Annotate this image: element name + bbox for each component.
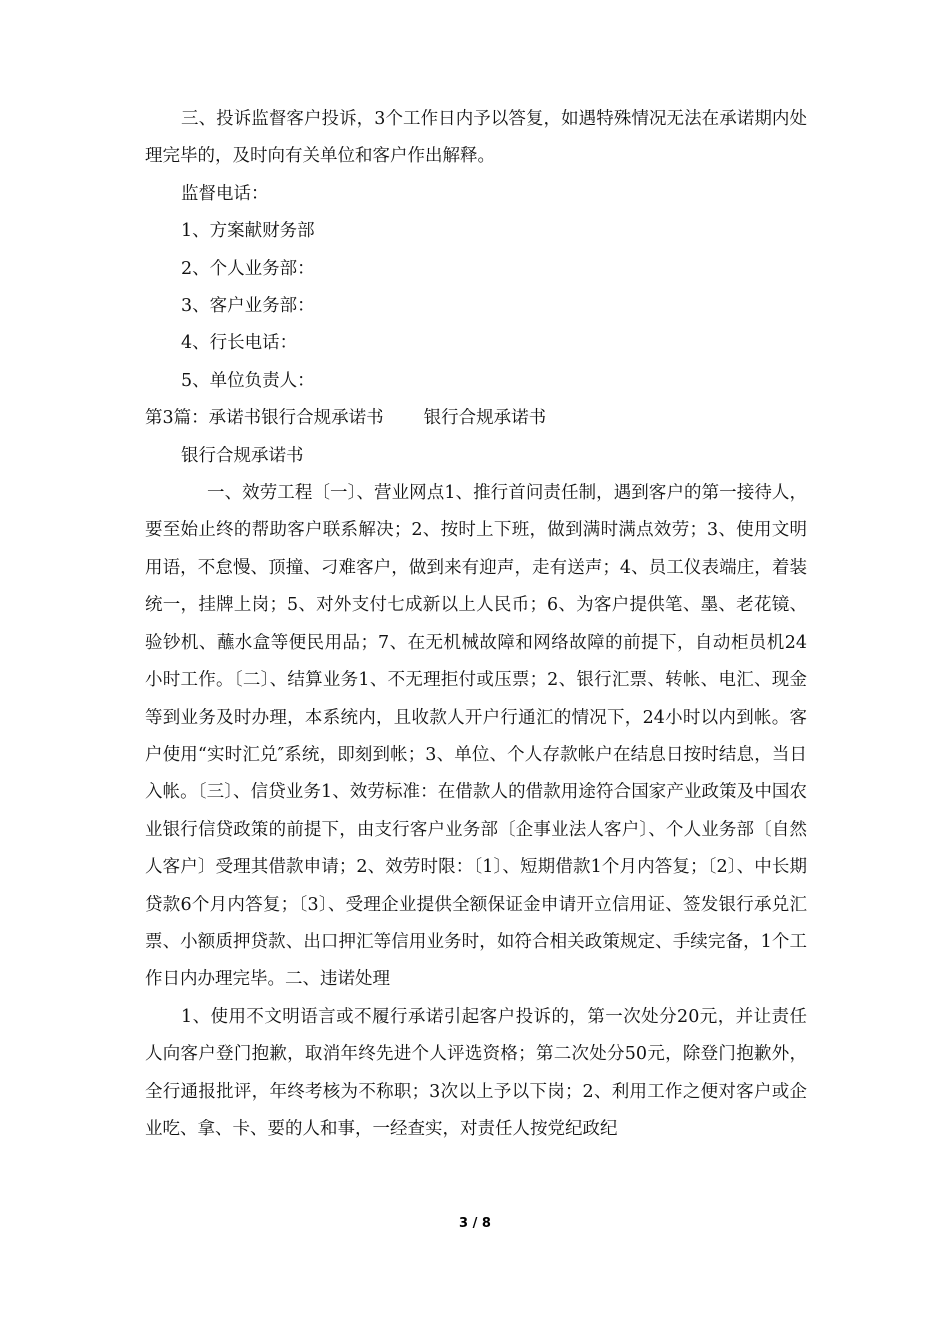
list-item: 3、客户业务部： (181, 296, 315, 317)
section-heading-part-a: 第3篇：承诺书银行合规承诺书 (145, 408, 384, 429)
document-subtitle: 银行合规承诺书 (181, 445, 304, 466)
violation-paragraph: 1、使用不文明语言或不履行承诺引起客户投诉的，第一次处分20元，并让责任人向客户登门抱歉，取消年终先进个人评选资格；第二次处分50元，除登门抱歉外，全行通报批评，年终考核为不称职；3次以上予以下岗；2、利用工作之便对客户或企业吃、拿、卡、要的人和事，一经查实，对责任人按党纪政纪 (145, 1006, 807, 1139)
list-item: 5、单位负责人： (181, 370, 315, 391)
section-heading-part-b: 银行合规承诺书 (423, 408, 547, 429)
page-number: 3 / 8 (459, 1216, 491, 1231)
service-items-paragraph: 一、效劳工程〔一〕、营业网点1、推行首问责任制，遇到客户的第一接待人，要至始止终的帮助客户联系解决；2、按时上下班，做到满时满点效劳；3、使用文明用语，不怠慢、顶撞、刁难客户，做到来有迎声，走有送声；4、员工仪表端庄，着装统一，挂牌上岗；5、对外支付七成新以上人民币；6、为客户提供笔、墨、老花镜、验钞机、蘸水盒等便民用品；7、在无机械故障和网络故障的前提下，自动柜员机24小时工作。〔二〕、结算业务1、不无理拒付或压票；2、银行汇票、转帐、电汇、现金等到业务及时办理，本系统内，且收款人开户行通汇的情况下，24小时以内到帐。客户使用“实时汇兑″系统，即刻到帐；3、单位、个人存款帐户在结息日按时结息，当日入帐。〔三〕、信贷业务1、效劳标准：在借款人的借款用途符合国家产业政策及中国农业银行信贷政策的前提下，由支行客户业务部〔企事业法人客户〕、个人业务部〔自然人客户〕受理其借款申请；2、效劳时限：〔1〕、短期借款1个月内答复；〔2〕、中长期贷款6个月内答复；〔3〕、受理企业提供全额保证金申请开立信用证、签发银行承兑汇票、小额质押贷款、出口押汇等信用业务时，如符合相关政策规定、手续完备，1个工作日内办理完毕。二、违诺处理 (145, 483, 807, 990)
supervision-phone-label: 监督电话： (181, 183, 269, 204)
list-item: 4、行长电话： (181, 333, 298, 354)
list-item: 2、个人业务部： (181, 258, 315, 279)
complaint-paragraph: 三、投诉监督客户投诉，3个工作日内予以答复，如遇特殊情况无法在承诺期内处理完毕的，及时向有关单位和客户作出解释。 (145, 109, 807, 167)
document-body (145, 101, 807, 1148)
list-item: 1、方案献财务部 (181, 221, 315, 242)
section-heading (145, 400, 807, 437)
